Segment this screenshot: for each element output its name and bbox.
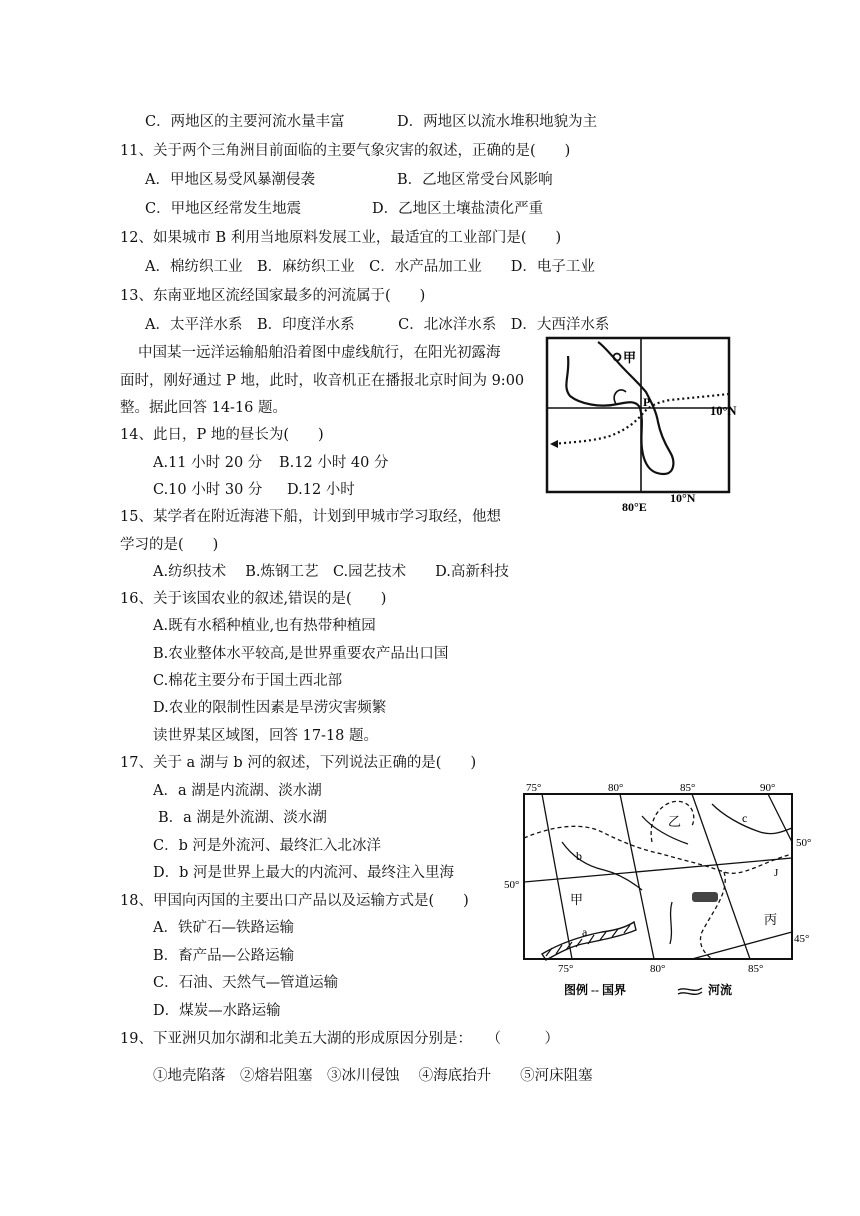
q14-option-a: A.11 小时 20 分 — [153, 455, 263, 471]
q11-option-d: D．乙地区土壤盐渍化严重 — [372, 201, 544, 217]
tick-top-75: 75° — [526, 782, 542, 794]
q15-stem-line1: 15、某学者在附近海港下船，计划到甲城市学习取经，他想 — [120, 509, 501, 525]
tick-bottom-75: 75° — [558, 963, 574, 975]
q16-option-c: C.棉花主要分布于国土西北部 — [153, 673, 343, 689]
tick-top-80: 80° — [608, 782, 624, 794]
label-yi: 乙 — [668, 814, 682, 829]
label-b: b — [576, 849, 582, 863]
label-c: c — [742, 811, 748, 825]
label-a: a — [582, 925, 588, 939]
label-jia: 甲 — [570, 892, 584, 907]
meridian-75 — [542, 794, 572, 959]
label-j: J — [774, 867, 779, 879]
border-north — [524, 826, 792, 873]
q10-option-d: D．两地区以流水堆积地貌为主 — [397, 114, 598, 130]
map2-frame — [524, 794, 792, 959]
q11-stem: 11、关于两个三角洲目前面临的主要气象灾害的叙述，正确的是( ) — [120, 143, 571, 159]
tick-bottom-80: 80° — [650, 963, 666, 975]
map1-frame — [547, 338, 729, 492]
tick-top-85: 85° — [680, 782, 696, 794]
q17-stem: 17、关于 a 湖与 b 河的叙述，下列说法正确的是( ) — [120, 755, 477, 771]
q17-option-c: C．b 河是外流河、最终汇入北冰洋 — [153, 838, 381, 854]
south-asia-map — [540, 334, 735, 514]
q17-option-d: D．b 河是世界上最大的内流河、最终注入里海 — [153, 865, 455, 881]
q19-stem: 19、下亚洲贝加尔湖和北美五大湖的形成原因分别是： （ ） — [120, 1031, 559, 1047]
lon-80e-label: 80°E — [622, 500, 647, 514]
q11-option-b: B．乙地区常受台风影响 — [397, 172, 553, 188]
q14-stem: 14、此日，P 地的昼长为( ) — [120, 427, 324, 443]
q17-option-a: A．a 湖是内流湖、淡水湖 — [153, 783, 322, 799]
q18-stem: 18、甲国向丙国的主要出口产品以及运输方式是( ) — [120, 893, 469, 909]
border-east — [700, 872, 725, 959]
q18-option-d: D．煤炭—水路运输 — [153, 1003, 281, 1019]
map1-lat-label-wrap — [708, 400, 748, 420]
q12-options: A．棉纺织工业 B．麻纺织工业 C．水产品加工业 D．电子工业 — [145, 259, 595, 275]
q18-option-c: C．石油、天然气—管道运输 — [153, 975, 339, 991]
label-bing: 丙 — [764, 912, 778, 927]
city-jia-label: 甲 — [623, 350, 637, 365]
point-p-label: P — [643, 395, 651, 409]
q12-stem: 12、如果城市 B 利用当地原料发展工业，最适宜的工业部门是( ) — [120, 230, 562, 246]
legend-river-label: 河流 — [708, 983, 733, 997]
q13-options: A．太平洋水系 B．印度洋水系 C．北冰洋水系 D．大西洋水系 — [145, 317, 610, 333]
lake-a — [542, 922, 636, 960]
q16-stem: 16、关于该国农业的叙述,错误的是( ) — [120, 591, 387, 607]
lat-45: 45° — [794, 933, 810, 945]
tick-bottom-85: 85° — [748, 963, 764, 975]
q13-stem: 13、东南亚地区流经国家最多的河流属于( ) — [120, 288, 426, 304]
q16-option-d: D.农业的限制性因素是旱涝灾害频繁 — [153, 700, 387, 716]
lat-right-50: 50° — [796, 837, 812, 849]
q11-option-c: C．甲地区经常发生地震 — [145, 201, 302, 217]
lat-10n-side-label: 10°N — [710, 404, 737, 418]
q10-option-c: C．两地区的主要河流水量丰富 — [145, 114, 345, 130]
tick-top-90: 90° — [760, 782, 776, 794]
q15-options: A.纺织技术 B.炼钢工艺 C.园艺技术 D.高新科技 — [153, 564, 509, 580]
lat-10n-label: 10°N — [670, 491, 696, 505]
q14-option-c: C.10 小时 30 分 — [153, 482, 263, 498]
route-arrow-icon — [550, 440, 558, 448]
q14-intro-line1: 中国某一远洋运输船舶沿着图中虚线航行，在阳光初露海 — [138, 345, 501, 361]
q16-option-b: B.农业整体水平较高,是世界重要农产品出口国 — [153, 646, 449, 662]
parallel-50 — [524, 858, 792, 882]
legend-river-icon — [678, 988, 702, 990]
q11-option-a: A．甲地区易受风暴潮侵袭 — [145, 172, 315, 188]
q17-option-b: B．a 湖是外流湖、淡水湖 — [158, 810, 327, 826]
legend-border: 图例 -- 国界 — [564, 983, 626, 997]
q19-options: ①地壳陷落 ②熔岩阻塞 ③冰川侵蚀 ④海底抬升 ⑤河床阻塞 — [153, 1068, 593, 1084]
q15-stem-line2: 学习的是( ) — [120, 537, 219, 553]
lake-small — [692, 892, 718, 902]
q18-option-a: A．铁矿石—铁路运输 — [153, 920, 294, 936]
q14-option-d: D.12 小时 — [287, 482, 355, 498]
q16-option-a: A.既有水稻种植业,也有热带种植园 — [153, 618, 376, 634]
q17-intro: 读世界某区域图，回答 17-18 题。 — [153, 728, 379, 744]
q14-intro-line2: 面时，刚好通过 P 地，此时，收音机正在播报北京时间为 9:00 — [120, 373, 525, 389]
q14-intro-line3: 整。据此回答 14-16 题。 — [120, 400, 288, 416]
central-asia-map — [502, 782, 820, 1000]
river-b — [562, 842, 642, 890]
q18-option-b: B．畜产品—公路运输 — [153, 948, 295, 964]
lat-left-50: 50° — [504, 879, 520, 891]
q14-option-b: B.12 小时 40 分 — [279, 455, 389, 471]
